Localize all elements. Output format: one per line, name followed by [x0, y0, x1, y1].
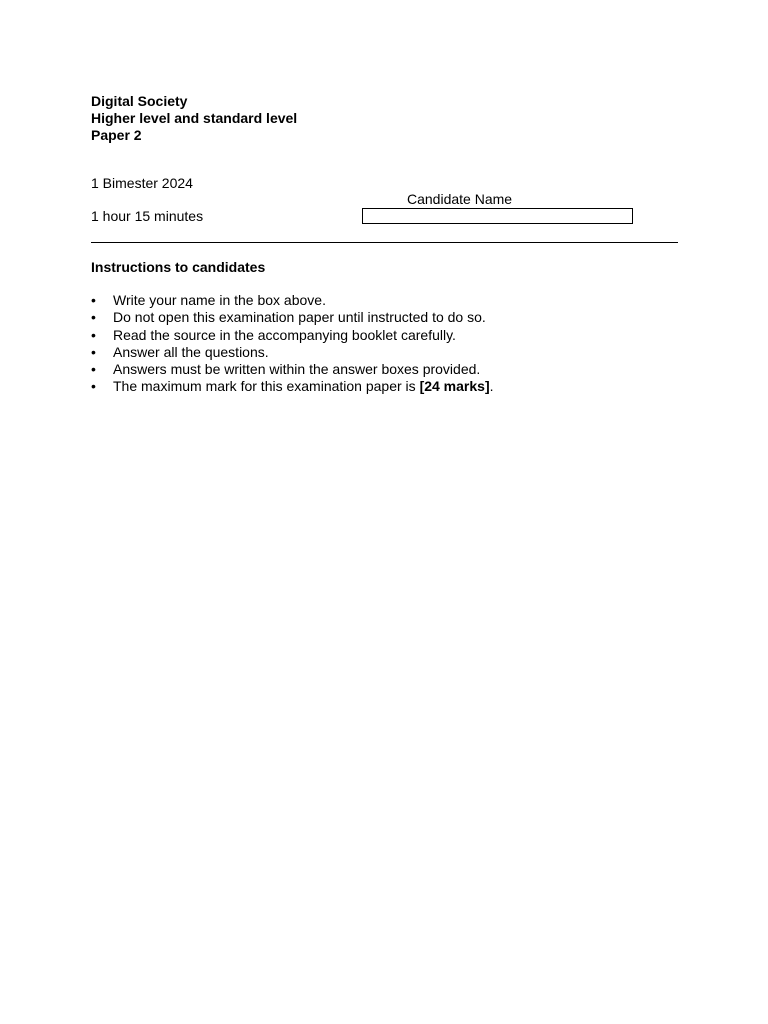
- list-item: [91, 361, 494, 378]
- header-divider: [91, 242, 678, 243]
- candidate-name-field[interactable]: [362, 208, 633, 224]
- bullet-icon: •: [91, 292, 96, 308]
- list-item: [91, 344, 494, 361]
- exam-date: 1 Bimester 2024: [91, 175, 193, 191]
- candidate-name-label: Candidate Name: [407, 191, 513, 207]
- list-item: [91, 378, 494, 395]
- bullet-icon: •: [91, 326, 96, 343]
- bullet-icon: •: [91, 309, 96, 326]
- max-mark-prefix: The maximum mark for this examination paper is: [113, 378, 420, 395]
- instructions-heading: Instructions to candidates: [91, 259, 266, 275]
- bullet-icon: •: [91, 378, 96, 395]
- list-item: [91, 327, 494, 344]
- level-subtitle: Higher level and standard level: [91, 110, 298, 126]
- instructions-list: [91, 292, 494, 396]
- max-mark-suffix: .: [489, 378, 494, 395]
- list-item: [91, 309, 494, 326]
- instruction-text: Write your name in the box above.: [113, 292, 326, 308]
- instruction-text: Answers must be written within the answer boxes provided.: [113, 361, 481, 378]
- paper-number: Paper 2: [91, 127, 142, 143]
- list-item: [91, 292, 494, 309]
- exam-duration: 1 hour 15 minutes: [91, 208, 204, 224]
- instruction-text: Do not open this examination paper until instructed to do so.: [113, 309, 486, 326]
- max-mark-value: [24 marks]: [419, 378, 490, 395]
- instruction-text: Read the source in the accompanying booklet carefully.: [113, 326, 456, 343]
- instruction-text: Answer all the questions.: [113, 343, 269, 360]
- subject-title: Digital Society: [91, 93, 188, 109]
- bullet-icon: •: [91, 361, 96, 378]
- bullet-icon: •: [91, 343, 96, 360]
